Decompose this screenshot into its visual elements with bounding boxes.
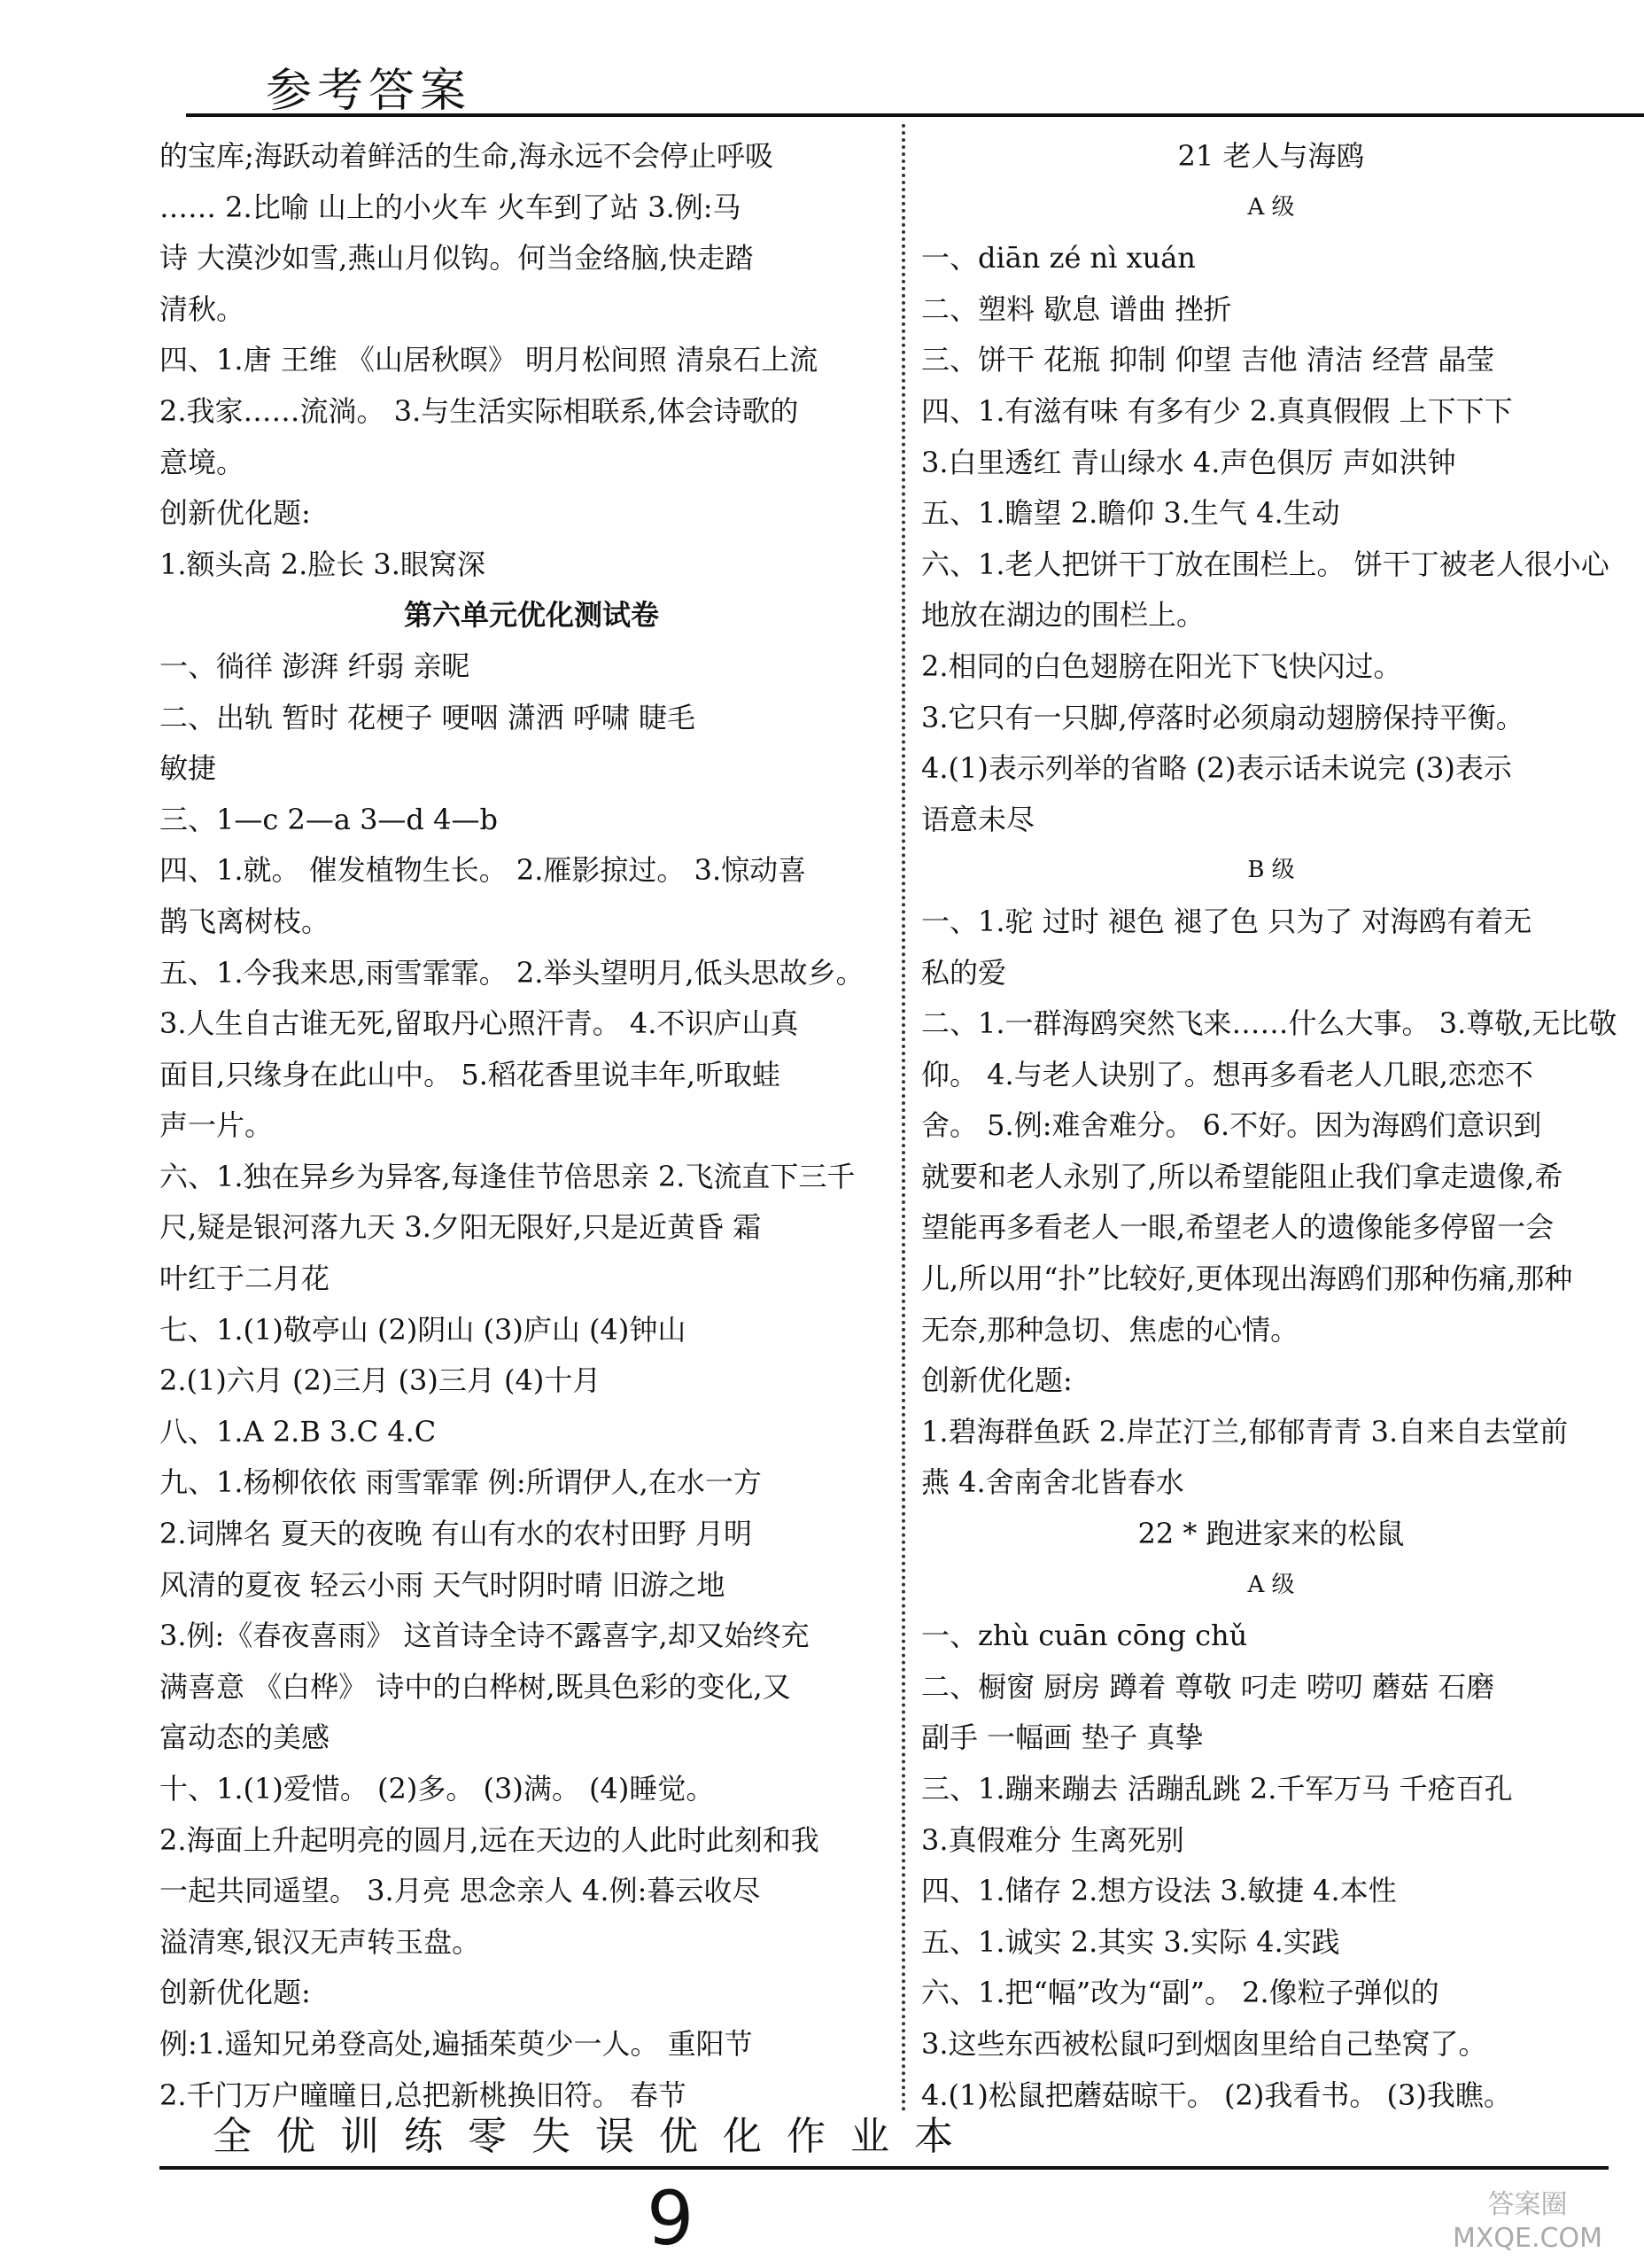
right-column-text-line: 就要和老人永别了,所以希望能阻止我们拿走遗像,希 [921, 1159, 1563, 1193]
left-column-text-line: 例:1.遥知兄弟登高处,遍插茱萸少一人。 重阳节 [159, 2026, 753, 2061]
left-column-text-line: 创新优化题: [159, 496, 311, 531]
left-column-text-line: 清秋。 [159, 291, 245, 326]
left-column-text-line: 二、出轨 暂时 花梗子 哽咽 潇洒 呼啸 睫毛 [159, 700, 696, 734]
right-column-text-line: 儿,所以用“扑”比较好,更体现出海鸥们那种伤痛,那种 [921, 1262, 1573, 1296]
right-column-text-line: 创新优化题: [921, 1363, 1073, 1398]
right-column-text-line: 五、1.瞻望 2.瞻仰 3.生气 4.生动 [921, 496, 1340, 531]
right-column-text-line: 3.这些东西被松鼠叼到烟囱里给自己垫窝了。 [921, 2026, 1487, 2061]
right-column-text-line: 语意未尽 [921, 802, 1035, 836]
left-column-text-line: 富动态的美感 [159, 1720, 330, 1755]
left-column-text-line: 意境。 [159, 445, 245, 479]
right-column-text-line: 四、1.有滋有味 有多有少 2.真真假假 上下下下 [921, 393, 1513, 428]
right-column-text-line: 1.碧海群鱼跃 2.岸芷汀兰,郁郁青青 3.自来自去堂前 [921, 1414, 1569, 1449]
right-column-text-line: 副手 一幅画 垫子 真挚 [921, 1720, 1204, 1755]
right-column-text-line: 一、1.驼 过时 褪色 褪了色 只为了 对海鸥有着无 [921, 904, 1532, 938]
left-column-text-line: 尺,疑是银河落九天 3.夕阳无限好,只是近黄昏 霜 [159, 1210, 762, 1245]
right-column-text-line: 一、zhù cuān cōng chǔ [921, 1619, 1248, 1653]
right-column-text-line: 地放在湖边的围栏上。 [921, 598, 1206, 633]
left-column-text-line: 3.例:《春夜喜雨》 这首诗全诗不露喜字,却又始终充 [159, 1619, 810, 1653]
left-column-text-line: 敏捷 [159, 751, 217, 786]
watermark-line-1: 答案圈 [1487, 2189, 1568, 2220]
left-column-text-line: 第六单元优化测试卷 [403, 598, 659, 633]
left-column-text-line: 九、1.杨柳依依 雨雪霏霏 例:所谓伊人,在水一方 [159, 1465, 762, 1500]
column-divider [902, 124, 905, 2113]
left-column-text-line: 六、1.独在异乡为异客,每逢佳节倍思亲 2.飞流直下三千 [159, 1159, 856, 1193]
right-column-text-line: 4.(1)表示列举的省略 (2)表示话未说完 (3)表示 [921, 751, 1512, 786]
left-column-text-line: 三、1—c 2—a 3—d 4—b [159, 802, 498, 836]
left-column-text-line: 2.词牌名 夏天的夜晚 有山有水的农村田野 月明 [159, 1517, 753, 1551]
right-column-text-line: 六、1.把“幅”改为“副”。 2.像粒子弹似的 [921, 1976, 1439, 2010]
left-column-text-line: 七、1.(1)敬亭山 (2)阴山 (3)庐山 (4)钟山 [159, 1312, 686, 1347]
left-column-text-line: 满喜意 《白桦》 诗中的白桦树,既具色彩的变化,又 [159, 1669, 791, 1704]
page-number: 9 [647, 2175, 694, 2262]
footer-series-title: 全优训练零失误优化作业本 [213, 2114, 978, 2159]
right-column-text-line: 21 老人与海鸥 [1177, 139, 1365, 173]
left-column-text-line: 声一片。 [159, 1108, 274, 1143]
right-column-text-line: 三、1.蹦来蹦去 活蹦乱跳 2.千军万马 千疮百孔 [921, 1772, 1513, 1806]
right-column-text-line: 仰。 4.与老人诀别了。想再多看老人几眼,恋恋不 [921, 1057, 1533, 1091]
left-column-text-line: 八、1.A 2.B 3.C 4.C [159, 1414, 437, 1449]
right-column-text-line: 一、diān zé nì xuán [921, 241, 1196, 276]
left-column-text-line: 创新优化题: [159, 1976, 311, 2010]
left-column-text-line: 2.(1)六月 (2)三月 (3)三月 (4)十月 [159, 1363, 601, 1398]
right-column-text-line: 2.相同的白色翅膀在阳光下飞快闪过。 [921, 649, 1402, 683]
left-column-text-line: 四、1.就。 催发植物生长。 2.雁影掠过。 3.惊动喜 [159, 853, 807, 888]
left-column-text-line: 一起共同遥望。 3.月亮 思念亲人 4.例:暮云收尽 [159, 1874, 761, 1908]
right-column-text-line: 六、1.老人把饼干丁放在围栏上。 饼干丁被老人很小心 [921, 547, 1609, 581]
left-column-text-line: 面目,只缘身在此山中。 5.稻花香里说丰年,听取蛙 [159, 1057, 781, 1091]
left-column-text-line: 的宝库;海跃动着鲜活的生命,海永远不会停止呼吸 [159, 139, 773, 173]
right-column-text-line: 五、1.诚实 2.其实 3.实际 4.实践 [921, 1924, 1340, 1959]
left-column-text-line: 3.人生自古谁无死,留取丹心照汗青。 4.不识庐山真 [159, 1006, 799, 1041]
right-column [921, 131, 1621, 2121]
left-column-text-line: 2.千门万户曈曈日,总把新桃换旧符。 春节 [159, 2078, 686, 2112]
right-column-text-line: 四、1.储存 2.想方设法 3.敏捷 4.本性 [921, 1874, 1397, 1908]
right-column-text-line: 4.(1)松鼠把蘑菇晾干。 (2)我看书。 (3)我瞧。 [921, 2078, 1512, 2112]
footer-rule [159, 2166, 1609, 2170]
right-column-text-line: A 级 [1247, 1571, 1295, 1598]
left-column-text-line: 四、1.唐 王维 《山居秋暝》 明月松间照 清泉石上流 [159, 343, 818, 377]
right-column-text-line: 二、1.一群海鸥突然飞来……什么大事。 3.尊敬,无比敬 [921, 1006, 1617, 1041]
right-column-text-line: 望能再多看老人一眼,希望老人的遗像能多停留一会 [921, 1210, 1555, 1245]
right-column-text-line: 3.它只有一只脚,停落时必须扇动翅膀保持平衡。 [921, 700, 1524, 734]
right-column-text-line: 3.真假难分 生离死别 [921, 1822, 1184, 1857]
right-column-text-line: 舍。 5.例:难舍难分。 6.不好。因为海鸥们意识到 [921, 1108, 1542, 1143]
right-column-text-line: 无奈,那种急切、焦虑的心情。 [921, 1312, 1299, 1347]
right-column-text-line: 二、橱窗 厨房 蹲着 尊敬 叼走 唠叨 蘑菇 石磨 [921, 1669, 1495, 1704]
right-column-text-line: 22 * 跑进家来的松鼠 [1137, 1517, 1405, 1551]
watermark-logo [1453, 2188, 1602, 2256]
left-column-text-line: 叶红于二月花 [159, 1262, 330, 1296]
left-column-text-line: 溢清寒,银汉无声转玉盘。 [159, 1924, 481, 1959]
left-column-text-line: 2.我家……流淌。 3.与生活实际相联系,体会诗歌的 [159, 393, 799, 428]
right-column-text-line: 私的爱 [921, 955, 1007, 990]
left-column-text-line: 鹊飞离树枝。 [159, 904, 330, 938]
left-column-text-line: 十、1.(1)爱惜。 (2)多。 (3)满。 (4)睡觉。 [159, 1772, 715, 1806]
left-column-text-line: 1.额头高 2.脸长 3.眼窝深 [159, 547, 485, 581]
left-column-text-line: 一、徜徉 澎湃 纤弱 亲昵 [159, 649, 470, 683]
right-column-text-line: 二、塑料 歇息 谱曲 挫折 [921, 291, 1232, 326]
right-column-text-line: 燕 4.舍南舍北皆春水 [921, 1465, 1184, 1500]
right-column-text-line: 3.白里透红 青山绿水 4.声色俱厉 声如洪钟 [921, 445, 1456, 479]
left-column [159, 131, 903, 2121]
page-header-title: 参考答案 [266, 65, 472, 118]
right-column-text-line: 三、饼干 花瓶 抑制 仰望 吉他 清洁 经营 晶莹 [921, 343, 1495, 377]
left-column-text-line: 诗 大漠沙如雪,燕山月似钩。何当金络脑,快走踏 [159, 241, 754, 276]
left-column-text-line: …… 2.比喻 山上的小火车 火车到了站 3.例:马 [159, 190, 741, 224]
right-column-text-line: B 级 [1247, 857, 1295, 884]
watermark-line-2: MXQE.COM [1453, 2223, 1602, 2254]
right-column-text-line: A 级 [1247, 193, 1295, 221]
left-column-text-line: 2.海面上升起明亮的圆月,远在天边的人此时此刻和我 [159, 1822, 819, 1857]
left-column-text-line: 风清的夏夜 轻云小雨 天气时阴时晴 旧游之地 [159, 1567, 725, 1602]
header-rule [186, 113, 1644, 117]
left-column-text-line: 五、1.今我来思,雨雪霏霏。 2.举头望明月,低头思故乡。 [159, 955, 865, 990]
footer-banner [159, 2104, 1609, 2175]
